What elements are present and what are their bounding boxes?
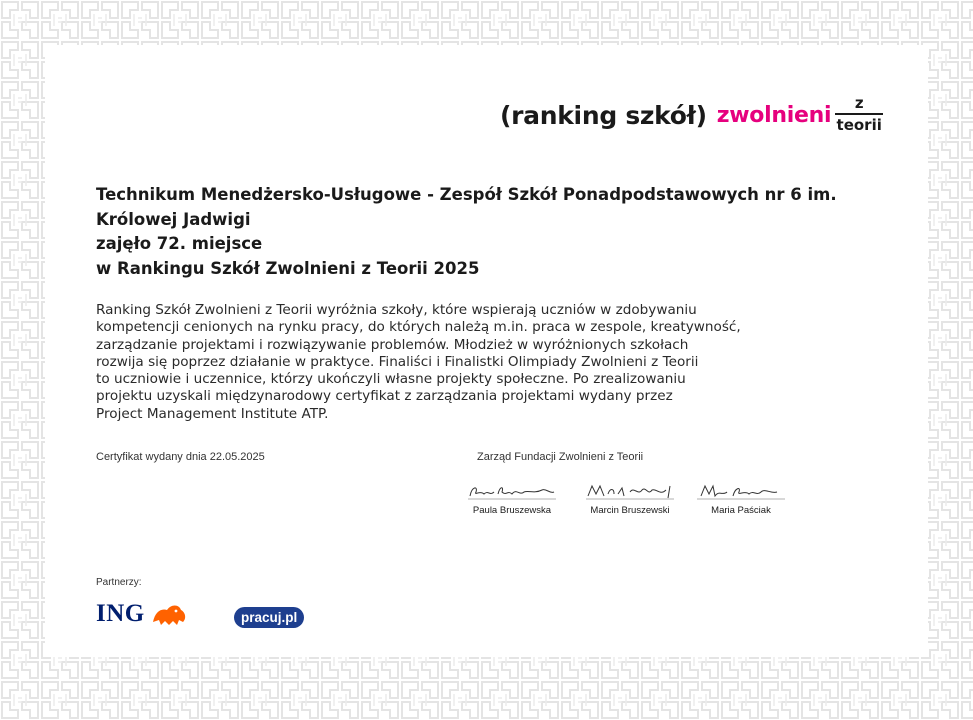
description-line: zarządzanie projektami i rozwiązywanie problemów. Młodzież w wyróżnionych szkołach: [96, 336, 689, 353]
ing-logo: [96, 600, 189, 628]
ing-wordmark: ING: [96, 600, 145, 627]
signature-block: [686, 480, 796, 516]
description-line: to uczniowie i uczennice, którzy ukończyli własne projekty społeczne. Po zrealizowaniu: [96, 371, 686, 388]
signature-block: [575, 480, 685, 516]
signature-icon: [582, 480, 678, 502]
partners-label: Partnerzy:: [96, 577, 142, 588]
description-line: Ranking Szkół Zwolnieni z Teorii wyróżnia szkoły, które wspierają uczniów w zdobywaniu: [96, 302, 697, 318]
description-line: kompetencji cenionych na rynku pracy, do których należą m.in. praca w zespole, kreatywność,: [96, 319, 741, 336]
logo-fraction: [835, 95, 883, 134]
ing-lion-icon: [149, 600, 189, 628]
signature-icon: [464, 480, 560, 502]
zwolnieni-z-teorii-logo: [500, 92, 883, 138]
foundation-board-label: Zarząd Fundacji Zwolnieni z Teorii: [477, 451, 644, 463]
description-line: projektu uzyskali międzynarodowy certyfikat z zarządzania projektami wydany przez: [96, 388, 673, 405]
pracuj-logo: pracuj.pl: [234, 607, 304, 628]
headline-line: Królowej Jadwigi: [96, 209, 251, 229]
logo-teorii-text: teorii: [836, 115, 882, 134]
signatory-name: Marcin Bruszewski: [590, 505, 670, 516]
logo-fraction-bar: [835, 113, 883, 115]
headline-line: w Rankingu Szkół Zwolnieni z Teorii 2025: [96, 258, 480, 278]
logo-ranking-text: (ranking szkół): [500, 100, 707, 130]
signature-block: [457, 480, 567, 516]
description-line: Project Management Institute ATP.: [96, 405, 329, 422]
logo-zwolnieni-text: zwolnieni: [716, 102, 832, 128]
logo-z-text: z: [854, 93, 864, 112]
certificate-description: [96, 302, 816, 423]
description-line: rozwija się poprzez działanie w praktyce. Finaliści i Finalistki Olimpiady Zwolnieni z Teorii: [96, 353, 699, 370]
issue-date: Certyfikat wydany dnia 22.05.2025: [96, 451, 265, 463]
signatory-name: Maria Paściak: [711, 505, 771, 516]
headline-line: Technikum Menedżersko-Usługowe - Zespół Szkół Ponadpodstawowych nr 6 im.: [96, 185, 837, 204]
signatory-name: Paula Bruszewska: [472, 505, 552, 516]
signature-icon: [693, 480, 789, 502]
certificate-headline: [96, 183, 837, 281]
headline-line: zajęło 72. miejsce: [96, 234, 263, 253]
